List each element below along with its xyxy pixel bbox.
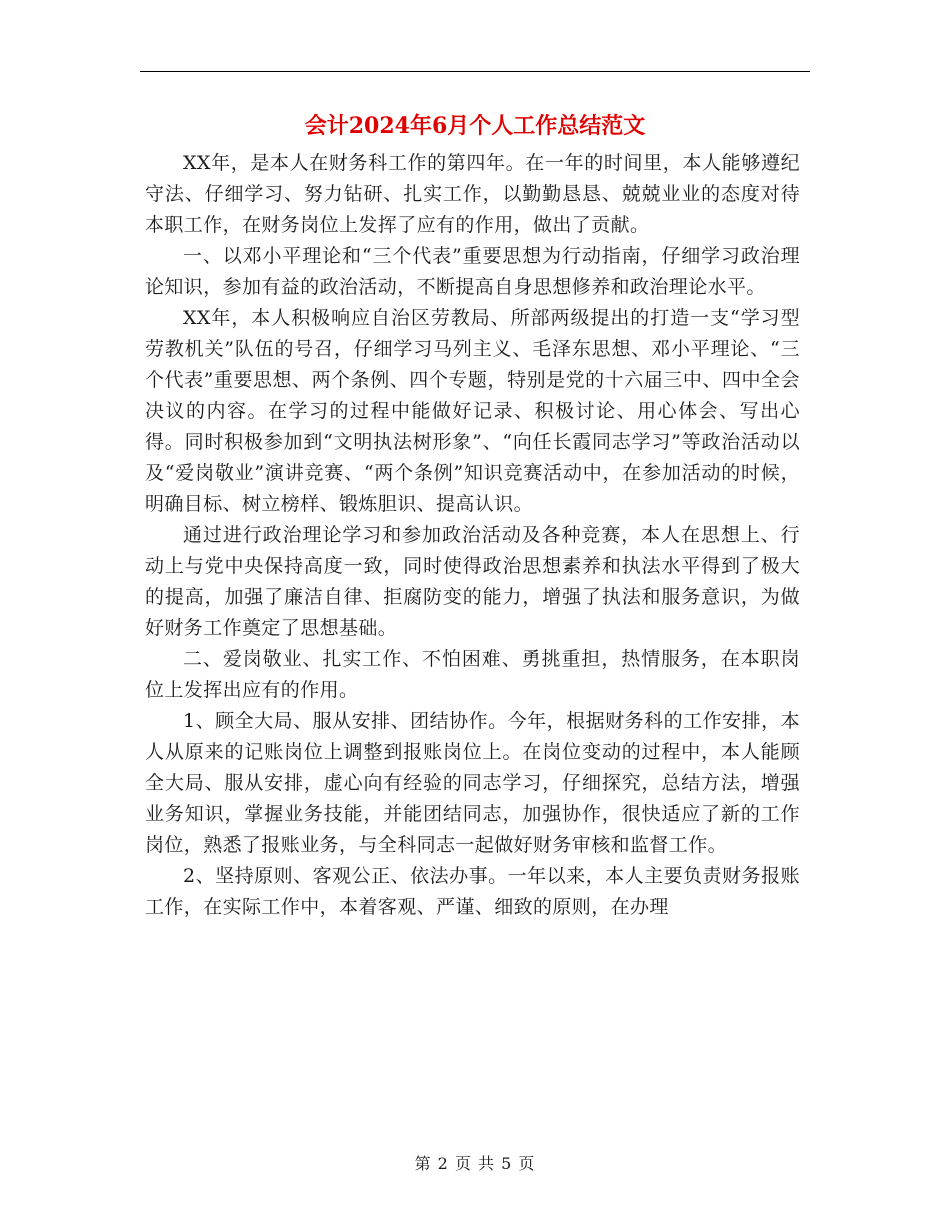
paragraph: 二、爱岗敬业、扎实工作、不怕困难、勇挑重担，热情服务，在本职岗位上发挥出应有的作用。 bbox=[145, 648, 800, 701]
paragraph: XX年，本人积极响应自治区劳教局、所部两级提出的打造一支“学习型劳教机关”队伍的号召，仔细学习马列主义、毛泽东思想、邓小平理论、“三个代表”重要思想、两个条例、四个专题，特别是党的十六届三中、四中全会决议的内容。在学习的过程中能做好记录、积极讨论、用心体会、写出心得。同时积极参加到“文明执法树形象”、“向任长霞同志学习”等政治活动以及“爱岗敬业”演讲竞赛、“两个条例”知识竞赛活动中，在参加活动的时候，明确目标、树立榜样、锻炼胆识、提高认识。 bbox=[145, 307, 800, 515]
document-body bbox=[145, 148, 800, 923]
page-number: 第 2 页 共 5 页 bbox=[414, 1154, 536, 1173]
paragraph: 一、以邓小平理论和“三个代表”重要思想为行动指南，仔细学习政治理论知识，参加有益的政治活动，不断提高自身思想修养和政治理论水平。 bbox=[145, 245, 800, 298]
document-title: 会计2024年6月个人工作总结范文 bbox=[304, 113, 646, 139]
paragraph: 2、坚持原则、客观公正、依法办事。一年以来，本人主要负责财务报账工作，在实际工作中，本着客观、严谨、细致的原则，在办理 bbox=[145, 865, 800, 918]
header-rule bbox=[140, 71, 810, 72]
paragraph: 1、顾全大局、服从安排、团结协作。今年，根据财务科的工作安排，本人从原来的记账岗位上调整到报账岗位上。在岗位变动的过程中，本人能顾全大局、服从安排，虚心向有经验的同志学习，仔细探究，总结方法，增强业务知识，掌握业务技能，并能团结同志，加强协作，很快适应了新的工作岗位，熟悉了报账业务，与全科同志一起做好财务审核和监督工作。 bbox=[145, 710, 800, 856]
paragraph: 通过进行政治理论学习和参加政治活动及各种竞赛，本人在思想上、行动上与党中央保持高度一致，同时使得政治思想素养和执法水平得到了极大的提高，加强了廉洁自律、拒腐防变的能力，增强了执法和服务意识，为做好财务工作奠定了思想基础。 bbox=[145, 524, 800, 639]
paragraph: XX年，是本人在财务科工作的第四年。在一年的时间里，本人能够遵纪守法、仔细学习、努力钻研、扎实工作，以勤勤恳恳、兢兢业业的态度对待本职工作，在财务岗位上发挥了应有的作用，做出了贡献。 bbox=[145, 152, 800, 236]
